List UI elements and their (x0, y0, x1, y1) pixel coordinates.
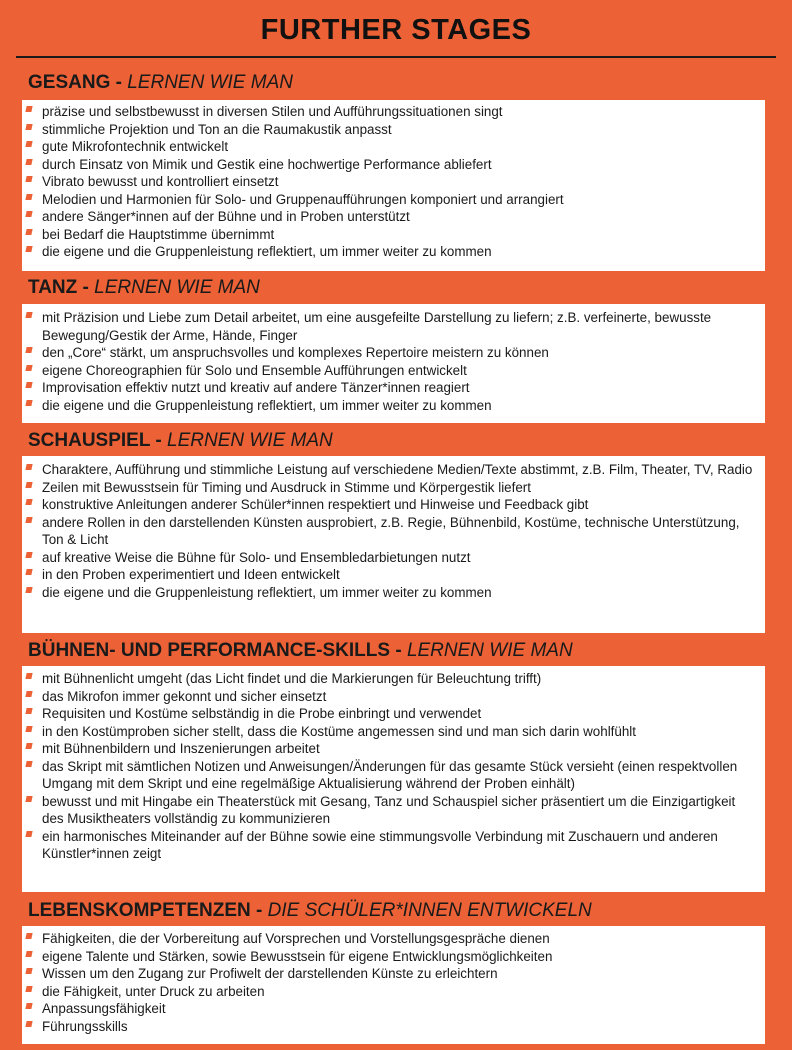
bullet-icon (25, 761, 32, 767)
title-divider (16, 56, 776, 58)
section-subtitle: LERNEN WIE MAN (94, 277, 260, 298)
list-item: Anpassungsfähigkeit (22, 1000, 765, 1018)
item-list (22, 930, 765, 1035)
item-list (22, 461, 765, 601)
list-item: Vibrato bewusst und kontrolliert einsetzt (22, 173, 765, 191)
bullet-icon (25, 499, 32, 505)
bullet-icon (25, 1003, 32, 1009)
list-item: Melodien und Harmonien für Solo- und Gruppenaufführungen komponiert und arrangiert (22, 191, 765, 209)
section-box (22, 666, 765, 892)
list-item: die eigene und die Gruppenleistung reflektiert, um immer weiter zu kommen (22, 243, 765, 261)
list-item: ein harmonisches Miteinander auf der Bühne sowie eine stimmungsvolle Verbindung mit Zuschauern und anderen Künstler*innen zeigt (22, 828, 765, 863)
list-item: die Fähigkeit, unter Druck zu arbeiten (22, 983, 765, 1001)
bullet-icon (25, 246, 32, 252)
list-item: mit Präzision und Liebe zum Detail arbeitet, um eine ausgefeilte Darstellung zu liefern; z.B. verfeinerte, bewusste Bewegung/Gestik der Arme, Hände, Finger (22, 309, 765, 344)
section-subtitle: LERNEN WIE MAN (406, 640, 573, 661)
section-box (22, 926, 765, 1044)
list-item: Fähigkeiten, die der Vorbereitung auf Vorsprechen und Vorstellungsgespräche dienen (22, 930, 765, 948)
page-title: FURTHER STAGES (260, 14, 532, 46)
item-list (22, 309, 765, 414)
section-subtitle: LERNEN WIE MAN (167, 430, 333, 451)
bullet-icon (25, 159, 32, 165)
bullet-icon (25, 726, 32, 732)
bullet-icon (25, 673, 32, 679)
bullet-icon (25, 743, 32, 749)
bullet-icon (25, 194, 32, 200)
list-item: andere Rollen in den darstellenden Künsten ausprobiert, z.B. Regie, Bühnenbild, Kostüme, technische Unterstützung, Ton & Licht (22, 514, 765, 549)
bullet-icon (25, 141, 32, 147)
list-item: durch Einsatz von Mimik und Gestik eine hochwertige Performance abliefert (22, 156, 765, 174)
list-item: die eigene und die Gruppenleistung reflektiert, um immer weiter zu kommen (22, 584, 765, 602)
section-subtitle: DIE SCHÜLER*INNEN ENTWICKELN (267, 900, 592, 921)
list-item: Charaktere, Aufführung und stimmliche Leistung auf verschiedene Medien/Texte abstimmt, z.B. Film, Theater, TV, Radio (22, 461, 765, 479)
bullet-icon (25, 176, 32, 182)
section-heading (28, 900, 772, 922)
item-list (22, 670, 765, 863)
bullet-icon (25, 464, 32, 470)
bullet-icon (25, 691, 32, 697)
bullet-icon (25, 229, 32, 235)
list-item: mit Bühnenlicht umgeht (das Licht findet und die Markierungen für Beleuchtung trifft) (22, 670, 765, 688)
list-item: bei Bedarf die Hauptstimme übernimmt (22, 226, 765, 244)
section-box (22, 456, 765, 633)
list-item: den „Core“ stärkt, um anspruchsvolles und komplexes Repertoire meistern zu können (22, 344, 765, 362)
bullet-icon (25, 106, 32, 112)
bullet-icon (25, 124, 32, 130)
bullet-icon (25, 211, 32, 217)
list-item: eigene Talente und Stärken, sowie Bewusstsein für eigene Entwicklungsmöglichkeiten (22, 948, 765, 966)
section-title: SCHAUSPIEL - (28, 430, 162, 451)
bullet-icon (25, 365, 32, 371)
section-title: LEBENSKOMPETENZEN - (28, 900, 263, 921)
section-heading (28, 277, 772, 299)
list-item: konstruktive Anleitungen anderer Schüler*innen respektiert und Hinweise und Feedback gibt (22, 496, 765, 514)
list-item: Führungsskills (22, 1018, 765, 1036)
section-subtitle: LERNEN WIE MAN (127, 72, 293, 93)
list-item: präzise und selbstbewusst in diversen Stilen und Aufführungssituationen singt (22, 103, 765, 121)
bullet-icon (25, 933, 32, 939)
list-item: Zeilen mit Bewusstsein für Timing und Ausdruck in Stimme und Körpergestik liefert (22, 479, 765, 497)
bullet-icon (25, 831, 32, 837)
list-item: Improvisation effektiv nutzt und kreativ auf andere Tänzer*innen reagiert (22, 379, 765, 397)
list-item: das Skript mit sämtlichen Notizen und Anweisungen/Änderungen für das gesamte Stück versieht (einen respektvollen Umgang mit dem Skript und eine regelmäßige Aktualisierung während der Proben einhält) (22, 758, 765, 793)
list-item: eigene Choreographien für Solo und Ensemble Aufführungen entwickelt (22, 362, 765, 380)
list-item: stimmliche Projektion und Ton an die Raumakustik anpasst (22, 121, 765, 139)
list-item: Wissen um den Zugang zur Profiwelt der darstellenden Künste zu erleichtern (22, 965, 765, 983)
section-heading (28, 430, 772, 452)
section-box (22, 304, 765, 423)
bullet-icon (25, 1021, 32, 1027)
section-heading (28, 640, 772, 662)
bullet-icon (25, 382, 32, 388)
bullet-icon (25, 951, 32, 957)
bullet-icon (25, 587, 32, 593)
list-item: das Mikrofon immer gekonnt und sicher einsetzt (22, 688, 765, 706)
list-item: andere Sänger*innen auf der Bühne und in Proben unterstützt (22, 208, 765, 226)
bullet-icon (25, 708, 32, 714)
list-item: Requisiten und Kostüme selbständig in die Probe einbringt und verwendet (22, 705, 765, 723)
bullet-icon (25, 312, 32, 318)
item-list (22, 103, 765, 261)
list-item: gute Mikrofontechnik entwickelt (22, 138, 765, 156)
bullet-icon (25, 517, 32, 523)
bullet-icon (25, 796, 32, 802)
list-item: in den Proben experimentiert und Ideen entwickelt (22, 566, 765, 584)
section-title: BÜHNEN- UND PERFORMANCE-SKILLS - (28, 640, 402, 661)
bullet-icon (25, 986, 32, 992)
section-box (22, 100, 765, 271)
bullet-icon (25, 552, 32, 558)
section-title: TANZ - (28, 277, 89, 298)
section-title: GESANG - (28, 72, 122, 93)
bullet-icon (25, 569, 32, 575)
list-item: bewusst und mit Hingabe ein Theaterstück mit Gesang, Tanz und Schauspiel sicher präsentiert um die Einzigartigkeit des Musiktheaters vollständig zu kommunizieren (22, 793, 765, 828)
list-item: auf kreative Weise die Bühne für Solo- und Ensembledarbietungen nutzt (22, 549, 765, 567)
list-item: die eigene und die Gruppenleistung reflektiert, um immer weiter zu kommen (22, 397, 765, 415)
bullet-icon (25, 400, 32, 406)
list-item: in den Kostümproben sicher stellt, dass die Kostüme angemessen sind und man sich darin wohlfühlt (22, 723, 765, 741)
bullet-icon (25, 968, 32, 974)
bullet-icon (25, 347, 32, 353)
section-heading (28, 72, 772, 94)
list-item: mit Bühnenbildern und Inszenierungen arbeitet (22, 740, 765, 758)
bullet-icon (25, 482, 32, 488)
